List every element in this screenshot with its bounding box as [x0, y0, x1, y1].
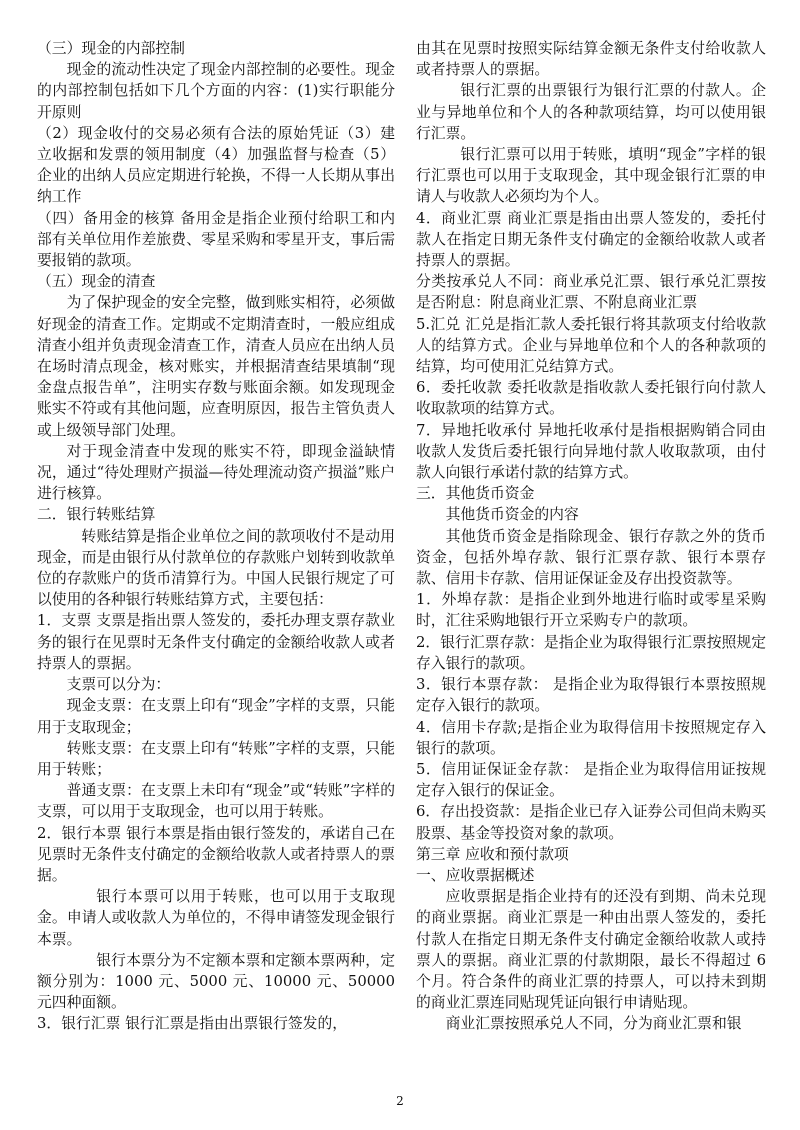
paragraph: 5．信用证保证金存款： 是指企业为取得信用证按规定存入银行的保证金。 [416, 760, 766, 800]
paragraph: 一、应收票据概述 [416, 866, 535, 884]
paragraph: 第三章 应收和预付款项 [416, 845, 569, 863]
paragraph: 转账结算是指企业单位之间的款项收付不是动用现金，而是由银行从付款单位的存款账户划转到收款单位的存款账户的货币清算行为。中国人民银行规定了可以使用的各种银行转账结算方式，主要包括： [37, 527, 395, 609]
paragraph: 2．银行汇票存款：是指企业为取得银行汇票按照规定存入银行的款项。 [416, 633, 766, 672]
paragraph: 转账支票：在支票上印有“转账”字样的支票，只能用于转账； [37, 739, 395, 778]
paragraph: 6．存出投资款：是指企业已存入证券公司但尚未购买股票、基金等投资对象的款项。 [416, 803, 766, 842]
paragraph: 2．银行本票 银行本票是指由银行签发的，承诺自己在见票时无条件支付确定的金额给收款人或者持票人的票据。 [37, 824, 395, 884]
paragraph: 普通支票：在支票上未印有“现金”或“转账”字样的支票，可以用于支取现金，也可以用于转账。 [37, 782, 395, 821]
paragraph: 支票可以分为： [66, 676, 171, 694]
right-column [416, 38, 766, 1035]
paragraph: 二．银行转账结算 [37, 506, 156, 524]
paragraph: 其他货币资金是指除现金、银行存款之外的货币资金，包括外埠存款、银行汇票存款、银行本票存款、信用卡存款、信用证保证金及存出投资款等。 [416, 527, 766, 588]
paragraph: 4．商业汇票 商业汇票是指由出票人签发的，委托付款人在指定日期无条件支付确定的金额给收款人或者持票人的票据。 [416, 209, 766, 270]
paragraph: 应收票据是指企业持有的还没有到期、尚未兑现的商业票据。商业汇票是一种由出票人签发的，委托付款人在指定日期无条件支付确定金额给收款人或持票人的票据。商业汇票的付款期限，最长不得超过 6 个月。符合条件的商业汇票的持票人，可以持未到期的商业汇票连同贴现凭证向银行申请贴现。 [416, 888, 766, 1012]
paragraph: （五）现金的清查 [37, 273, 156, 291]
paragraph: 分类按承兑人不同：商业承兑汇票、银行承兑汇票按是否附息：附息商业汇票、不附息商业汇票 [416, 273, 766, 312]
left-column [37, 38, 395, 1035]
paragraph: （2）现金收付的交易必须有合法的原始凭证（3）建立收据和发票的领用制度（4）加强监督与检查（5）企业的出纳人员应定期进行轮换，不得一人长期从事出纳工作 [37, 124, 395, 206]
paragraph: 由其在见票时按照实际结算金额无条件支付给收款人或者持票人的票据。 [416, 40, 766, 79]
paragraph: 3．银行汇票 银行汇票是指由出票银行签发的， [37, 1015, 348, 1033]
page-number: 2 [396, 1094, 404, 1108]
paragraph: 5.汇兑 汇兑是指汇款人委托银行将其款项支付给收款人的结算方式。企业与异地单位和个人的各种款项的结算，均可使用汇兑结算方式。 [416, 315, 766, 376]
paragraph: 银行汇票的出票银行为银行汇票的付款人。企业与异地单位和个人的各种款项结算，均可以使用银行汇票。 [416, 82, 766, 142]
paragraph: 现金的流动性决定了现金内部控制的必要性。现金的内部控制包括如下几个方面的内容：(1)实行职能分开原则 [37, 61, 395, 121]
paragraph: 1．外埠存款：是指企业到外地进行临时或零星采购时，汇往采购地银行开立采购专户的款项。 [416, 591, 766, 630]
paragraph: 现金支票：在支票上印有“现金”字样的支票，只能用于支取现金； [37, 697, 395, 736]
paragraph: 银行汇票可以用于转账，填明“现金”字样的银行汇票也可以用于支取现金，其中现金银行汇票的申请人与收款人必须均为个人。 [416, 146, 766, 206]
paragraph: （四）备用金的核算 备用金是指企业预付给职工和内部有关单位用作差旅费、零星采购和零星开支，事后需要报销的款项。 [37, 209, 395, 270]
paragraph: 银行本票可以用于转账，也可以用于支取现金。申请人或收款人为单位的，不得申请签发现金银行本票。 [37, 888, 395, 948]
paragraph: 4．信用卡存款;是指企业为取得信用卡按照规定存入银行的款项。 [416, 718, 766, 757]
paragraph: 7．异地托收承付 异地托收承付是指根据购销合同由收款人发货后委托银行向异地付款人收取款项，由付款人向银行承诺付款的结算方式。 [416, 421, 766, 482]
paragraph: 为了保护现金的安全完整，做到账实相符，必须做好现金的清查工作。定期或不定期清查时，一般应组成清查小组并负责现金清查工作，清查人员应在出纳人员在场时清点现金，核对账实，并根据清查结果填制“现金盘点报告单”，注明实存数与账面余额。如发现现金账实不符或有其他问题，应查明原因，报告主管负责人或上级领导部门处理。 [37, 294, 395, 439]
paragraph: 6．委托收款 委托收款是指收款人委托银行向付款人收取款项的结算方式。 [416, 379, 766, 418]
paragraph: 商业汇票按照承兑人不同，分为商业汇票和银 [445, 1015, 742, 1033]
paragraph: 3．银行本票存款： 是指企业为取得银行本票按照规定存入银行的款项。 [416, 676, 766, 715]
paragraph: 银行本票分为不定额本票和定额本票两种，定额分别为：1000 元、5000 元、10000 元、50000 元四种面额。 [37, 951, 395, 1012]
paragraph: 三．其他货币资金 [416, 485, 535, 503]
paragraph: 1．支票 支票是指出票人签发的，委托办理支票存款业务的银行在见票时无条件支付确定的金额给收款人或者持票人的票据。 [37, 612, 395, 672]
paragraph: 其他货币资金的内容 [445, 506, 579, 524]
paragraph: 对于现金清查中发现的账实不符，即现金溢缺情况，通过“待处理财产损溢—待处理流动资产损溢”账户进行核算。 [37, 442, 395, 503]
paragraph: （三）现金的内部控制 [37, 40, 185, 57]
